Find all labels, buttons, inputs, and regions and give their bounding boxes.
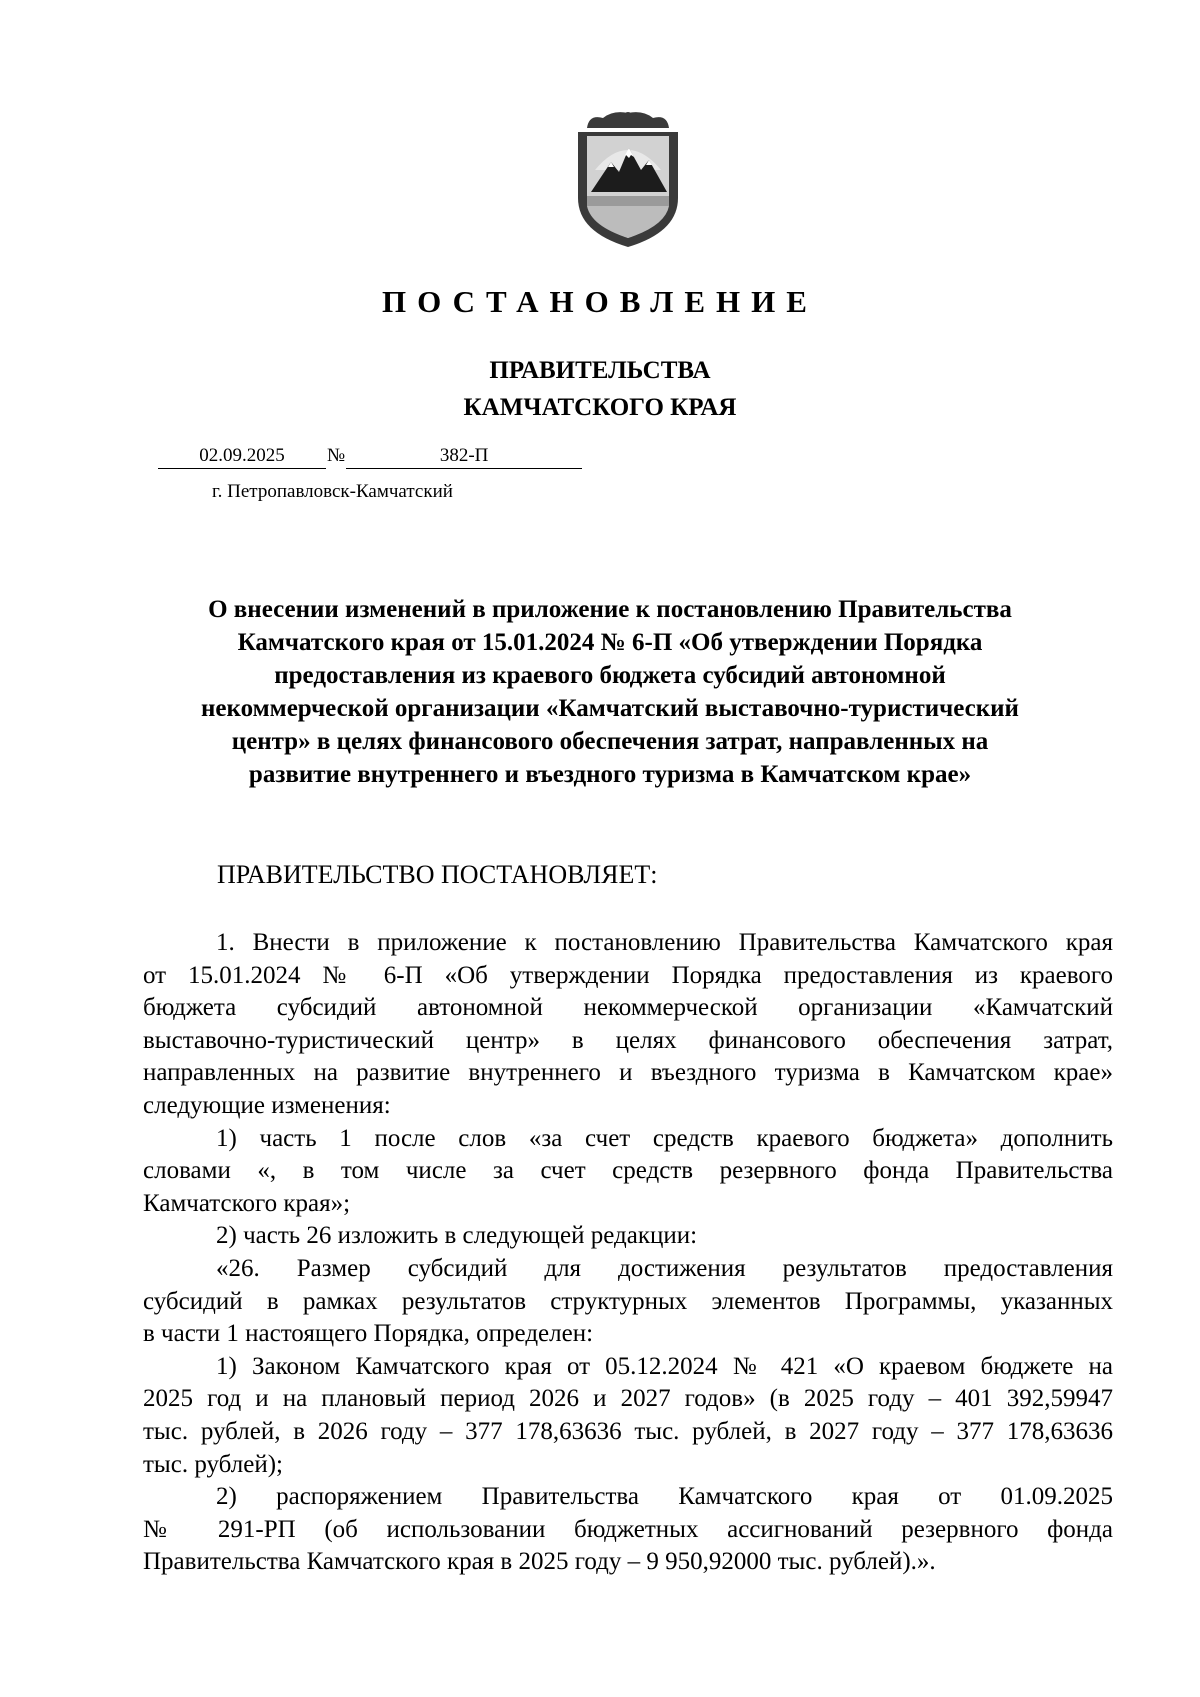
title-line: развитие внутреннего и въездного туризма в Камчатском крае» [248, 761, 972, 788]
paragraph-6 [143, 1481, 1113, 1579]
text-line: направленных на развитие внутреннего и въездного туризма в Камчатском крае» [143, 1059, 1113, 1087]
text-line: словами «, в том числе за счет средств резервного фонда Правительства [143, 1157, 1113, 1185]
text-line: 1) часть 1 после слов «за счет средств краевого бюджета» дополнить [216, 1124, 1113, 1152]
title-line: О внесении изменений в приложение к постановлению Правительства [208, 596, 1012, 623]
text-line: 2025 год и на плановый период 2026 и 2027 годов» (в 2025 году – 401 392,59947 [143, 1385, 1113, 1413]
text-line: в части 1 настоящего Порядка, определен: [143, 1320, 594, 1348]
text-line: следующие изменения: [143, 1091, 391, 1119]
text-line: бюджета субсидий автономной некоммерческой организации «Камчатский [143, 994, 1113, 1022]
text-line: № 291-РП (об использовании бюджетных ассигнований резервного фонда [143, 1515, 1113, 1543]
issuer-heading [0, 352, 1200, 426]
city-name: г. Петропавловск-Камчатский [212, 481, 453, 502]
paragraph-2 [143, 1123, 1113, 1221]
document-title [150, 593, 1070, 791]
document-body [143, 927, 1113, 1579]
text-line: выставочно-туристический центр» в целях финансового обеспечения затрат, [143, 1026, 1113, 1054]
text-line: 1. Внести в приложение к постановлению Правительства Камчатского края [216, 929, 1113, 956]
text-line: от 15.01.2024 № 6-П «Об утверждении Порядка предоставления из краевого [143, 961, 1113, 989]
number-sign: № [327, 445, 346, 466]
title-line: Камчатского края от 15.01.2024 № 6-П «Об утверждении Порядка [237, 629, 983, 656]
text-line: Камчатского края»; [143, 1189, 351, 1217]
issuer-line: КАМЧАТСКОГО КРАЯ [463, 394, 737, 421]
paragraph-1 [143, 927, 1113, 1123]
text-line: субсидий в рамках результатов структурных элементов Программы, указанных [143, 1287, 1113, 1315]
registration-line [158, 444, 582, 470]
title-line: некоммерческой организации «Камчатский выставочно-туристический [201, 695, 1019, 722]
text-line: тыс. рублей, в 2026 году – 377 178,63636 тыс. рублей, в 2027 году – 377 178,63636 [143, 1417, 1113, 1445]
coat-of-arms-emblem [573, 110, 683, 250]
text-line: 2) распоряжением Правительства Камчатского края от 01.09.2025 [216, 1483, 1113, 1511]
decree-phrase: ПРАВИТЕЛЬСТВО ПОСТАНОВЛЯЕТ: [217, 860, 658, 889]
text-line: 2) часть 26 изложить в следующей редакции: [216, 1222, 698, 1250]
text-line: тыс. рублей); [143, 1450, 283, 1478]
title-line: предоставления из краевого бюджета субсидий автономной [274, 662, 946, 689]
paragraph-3 [143, 1220, 1113, 1253]
paragraph-4 [143, 1253, 1113, 1351]
title-line: центр» в целях финансового обеспечения затрат, направленных на [231, 728, 989, 755]
issuer-line: ПРАВИТЕЛЬСТВА [489, 357, 711, 384]
paragraph-5 [143, 1351, 1113, 1481]
text-line: 1) Законом Камчатского края от 05.12.2024 № 421 «О краевом бюджете на [216, 1352, 1113, 1380]
document-number: 382-П [346, 444, 582, 469]
document-type-heading: ПОСТАНОВЛЕНИЕ [382, 284, 818, 319]
document-date: 02.09.2025 [158, 444, 326, 469]
text-line: «26. Размер субсидий для достижения результатов предоставления [216, 1254, 1113, 1282]
text-line: Правительства Камчатского края в 2025 году – 9 950,92000 тыс. рублей).». [143, 1548, 936, 1576]
